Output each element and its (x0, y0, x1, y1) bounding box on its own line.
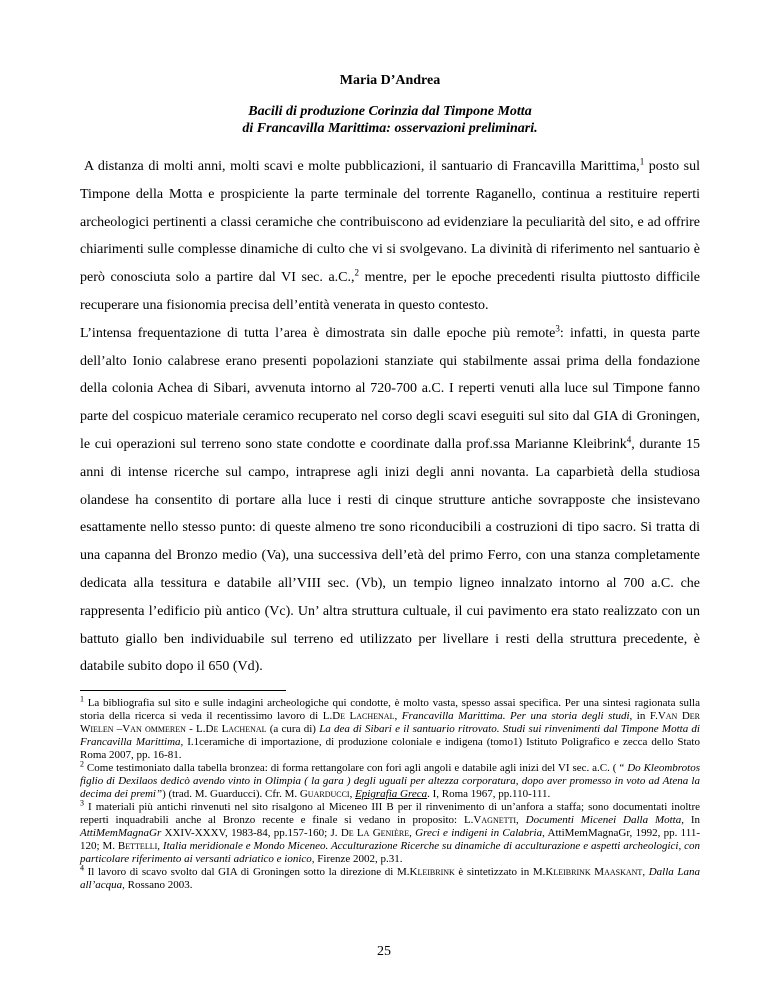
fn3-t1: I materiali più antichi rinvenuti nel sito risalgono al Miceneo III B per il rinvenimento di un’anfora a staffa; sono documentati inoltre reperti inquadrabili anche al Bronzo recente e finale si vedano in proposito: L.V (80, 801, 700, 827)
fn2-inscription: Do Kleombrotos figlio di Dexilaos dedicò avendo vinto in Olimpia ( la gara ) degli uguali per altezza corporatura, dopo aver promesso in voto ad Atena la decima dei premi” (80, 762, 700, 801)
fn1-t5: , in F. (629, 710, 658, 723)
p1-text-a: A distanza di molti anni, molti scavi e molte pubblicazioni, il santuario di Francavilla Marittima, (84, 159, 640, 174)
fn3-author-3: ettelli (125, 840, 158, 853)
fn3-title-1: Documenti Micenei Dalla Motta (525, 814, 682, 827)
fn3-t7: XXIV-XXXV, 1983-84, pp.157-160; J. D (161, 827, 349, 840)
fn3-author-2: e La Genière (348, 827, 410, 840)
footnote-separator (80, 690, 286, 691)
title-line-2: di Francavilla Marittima: osservazioni preliminari. (242, 121, 538, 136)
footnote-2-number: 2 (80, 759, 84, 769)
fn1-editor-2: De Lachenal (205, 723, 267, 736)
fn1-author: De Lachenal (332, 710, 395, 723)
fn3-title-3: Italia meridionale e Mondo Miceneo. Acculturazione Ricerche su dinamiche di acculturazione e aspetti archeologici, con particolare riferimento ai versanti adriatico e ionico, (80, 840, 701, 866)
fn3-t3: , (516, 814, 526, 827)
fn4-t3: è sintetizzato in M.K (454, 866, 554, 879)
footnote-1-number: 1 (80, 694, 84, 704)
paragraph-1 (80, 153, 700, 320)
footnote-4-number: 4 (80, 863, 84, 873)
paragraph-2 (80, 320, 700, 681)
fn1-t1: La bibliografia sul sito e sulle indagini archeologiche qui condotte, è molto vasta, spesso assai specifica. Per una sintesi ragionata sulla storia della ricerca si veda il recentissimo lavoro di L. (80, 697, 700, 723)
footnote-2 (80, 759, 700, 801)
fn1-t7: - L. (185, 723, 206, 736)
fn3-t9: , (409, 827, 416, 840)
fn3-title-2: Greci e indigeni in Calabria (415, 827, 543, 840)
fn2-work-title: Epigrafia Greca (355, 788, 428, 801)
footnote-1 (80, 694, 700, 762)
fn3-t11: , AttiMemMagnaGr, 1992, pp. 111-120; M. B (80, 827, 700, 853)
fn1-book-title: La dea di Sibari e il santuario ritrovato. Studi sui rinvenimenti dal Timpone Motta di Francavilla Marittima, (80, 723, 700, 749)
fn2-t5: , (349, 788, 356, 801)
footnote-3-number: 3 (80, 798, 84, 808)
fn4-author-1: leibrink (417, 866, 455, 879)
fn2-t1: Come testimoniato dalla tabella bronzea: di forma rettangolare con fori agli angoli e databile agli inizi del VI sec. a.C. ( “ (84, 762, 628, 775)
p2-text-b: : infatti, in questa parte dell’alto Ionio calabrese erano presenti popolazioni stanziate qui stabilmente assai prima della fondazione della colonia Achea di Sibari, avvenuta intorno al 720-700 a.C. I reperti venuti alla luce sul Timpone fanno parte del cospicuo materiale ceramico recuperato nel corso degli scavi eseguiti sul sito dal GIA di Groningen, le cui operazioni sul terreno sono state condotte e coordinate dalla prof.ssa Marianne Kleibrink (80, 325, 701, 452)
fn1-t11: I.1ceramiche di importazione, di produzione coloniale e indigena (tomo1) Istituto Poligrafico e zecca dello Stato Roma 2007, pp. 16-81. (80, 736, 700, 762)
fn3-author-1: agnetti (481, 814, 517, 827)
fn2-author: uarducci (307, 788, 350, 801)
fn4-title: Dalla Lana all’acqua, (80, 866, 701, 892)
fn1-editor: Van Der Wielen –Van ommeren (80, 710, 700, 736)
fn3-journal: AttiMemMagnaGr (80, 827, 162, 840)
fn4-t7: , (642, 866, 649, 879)
fn4-author-2: leibrink (553, 866, 591, 879)
fn1-t9: (a cura di) (266, 723, 320, 736)
title-line-1: Bacili di produzione Corinzia dal Timpone Motta (248, 104, 532, 119)
author-name: Maria D’Andrea (339, 73, 441, 88)
fn4-author-3: aaskant (604, 866, 643, 879)
fn1-work-title: Francavilla Marittima. Per una storia degli studi (401, 710, 630, 723)
footnote-3 (80, 798, 701, 866)
p2-text-c: , durante 15 anni di intense ricerche sul campo, intraprese agli inizi degli anni novanta. La caparbietà della studiosa olandese ha consentito di portare alla luce i resti di cinque strutture antiche sovrapposte che insistevano esattamente nello stesso punto: di queste almeno tre sono riconducibili a costruzioni di tipo sacro. Si tratta di una capanna del Bronzo medio (Va), una successiva dell’età del primo Ferro, con una stanza completamente dedicata alla tessitura e databile all’VIII sec. (Vb), un tempio ligneo innalzato intorno al 700 a.C. che rappresenta l’edificio più antico (Vc). Un’ altra struttura cultuale, il cui pavimento era stato realizzato con un battuto giallo ben individuabile sul terreno ed utilizzato per livellare i resti della struttura precedente, è databile subito dopo il 650 (Vd). (80, 436, 700, 675)
p1-text-b: posto sul Timpone della Motta e prospiciente la parte terminale del torrente Raganello, continua a restituire reperti archeologici pertinenti a classi ceramiche che contribuiscono ad evidenziare la peculiarità del sito, e ad offrire chiarimenti sulle complesse dinamiche di culto che vi si svolgevano. La divinità di riferimento nel santuario è però conosciuta solo a partire dal VI sec. a.C., (80, 159, 700, 286)
body-text (80, 153, 700, 681)
footnote-ref-4: 4 (626, 434, 632, 445)
fn4-t9: Rossano 2003. (124, 879, 193, 892)
article-title (80, 103, 700, 137)
footnote-4 (80, 863, 701, 892)
footnote-ref-1: 1 (639, 156, 645, 167)
fn1-t3: , (394, 710, 402, 723)
fn2-t3: ) (trad. M. Guarducci). Cfr. M. G (162, 788, 308, 801)
footnotes (80, 694, 701, 892)
fn2-t7: . I, Roma 1967, pp.110-111. (427, 788, 551, 801)
fn3-t5: , In (681, 814, 700, 827)
page-number: 25 (377, 944, 391, 959)
fn3-t15: Firenze 2002, p.31. (314, 853, 403, 866)
p1-text-c: mentre, per le epoche precedenti risulta piuttosto difficile recuperare una fisionomia precisa dell’entità venerata in questo contesto. (80, 270, 700, 313)
fn4-t1: Il lavoro di scavo svolto dal GIA di Groningen sotto la direzione di M.K (84, 866, 418, 879)
fn3-t13: , (157, 840, 163, 853)
footnote-ref-3: 3 (555, 323, 560, 334)
footnote-ref-2: 2 (354, 267, 360, 278)
page (80, 60, 700, 892)
p2-text-a: L’intensa frequentazione di tutta l’area è dimostrata sin dalle epoche più remote (80, 325, 556, 341)
fn4-t5: M (590, 866, 605, 879)
